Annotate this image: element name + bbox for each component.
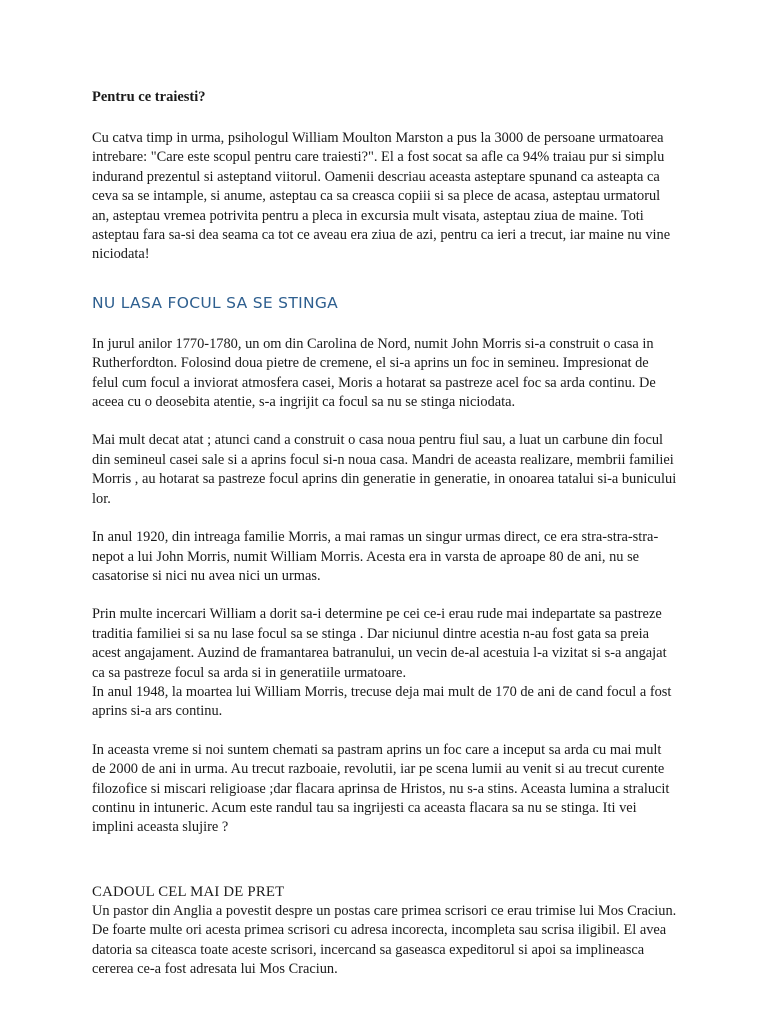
section2-paragraph-1: Un pastor din Anglia a povestit despre un postas care primea scrisori ce erau trimise lui Mos Craciun. De foarte multe ori acesta primea scrisori cu adresa incorecta, incompleta sau scrisa iligibil. El avea datoria sa citeasca toate aceste scrisori, incercand sa gaseasca expeditorul si apoi sa implineasca cererea ce-a fost adresata lui Mos Craciun.	[92, 902, 677, 977]
section1-paragraph-2: Mai mult decat atat ; atunci cand a construit o casa noua pentru fiul sau, a luat un carbune din focul din semineul casei sale si a aprins focul si-n noua casa. Mandri de aceasta realizare, membrii familiei Morris , au hotarat sa pastreze focul aprins din generatie in generatie, in onoarea tatalui si-a bunicului lor.	[92, 432, 677, 507]
document-title: Pentru ce traiesti?	[92, 89, 206, 105]
section1-paragraph-3: In anul 1920, din intreaga familie Morris, a mai ramas un singur urmas direct, ce era stra-stra-stra-nepot a lui John Morris, numit William Morris. Acesta era in varsta de aproape 80 de ani, nu se casatorise si nici nu avea nici un urmas.	[92, 529, 659, 584]
section1-paragraph-6: In aceasta vreme si noi suntem chemati sa pastram aprins un foc care a inceput sa arda cu mai mult de 2000 de ani in urma. Au trecut razboaie, revolutii, iar pe scena lumii au venit si au trecut curente filozofice si miscari religioase ;dar flacara aprinsa de Hristos, nu s-a stins. Aceasta lumina a stralucit continu in intuneric. Acum este randul tau sa ingrijesti ca aceasta flacara sa nu se stinga. Iti vei implini aceasta slujire ?	[92, 741, 670, 836]
intro-paragraph: Cu catva timp in urma, psihologul William Moulton Marston a pus la 3000 de persoane urmatoarea intrebare: "Care este scopul pentru care traiesti?". El a fost socat sa afle ca 94% traiau pur si simplu indurand prezentul si asteptand viitorul. Oamenii descriau aceasta asteptare spunand ca asteapta ca ceva sa se intample, si anume, asteptau ca sa creasca copiii si sa plece de acasa, asteptau urmatorul an, asteptau vremea potrivita pentru a pleca in excursia mult visata, asteptau ziua de maine. Toti asteptau fara sa-si dea seama ca tot ce aveau era ziua de azi, pentru ca ieri a trecut, iar maine nu vine niciodata!	[92, 130, 671, 263]
section1-paragraph-1: In jurul anilor 1770-1780, un om din Carolina de Nord, numit John Morris si-a construit o casa in Rutherfordton. Folosind doua pietre de cremene, el si-a aprins un foc in semineu. Impresionat de felul cum focul a inviorat atmosfera casei, Moris a hotarat sa pastreze acel foc sa arda continu. De aceea cu o deosebita atentie, s-a ingrijit ca focul sa nu se stinga niciodata.	[92, 335, 656, 411]
section-heading-fire: NU LASA FOCUL SA SE STINGA	[92, 293, 339, 312]
section1-paragraph-4: Prin multe incercari William a dorit sa-i determine pe cei ce-i erau rude mai indepartate sa pastreze traditia familiei si sa nu lase focul sa se stinga . Dar niciunul dintre acestia n-au fost gata sa preia acest angajament. Auzind de framantarea batranului, un vecin de-al acestuia l-a vizitat si s-a angajat ca sa pastreze focul sa arda si in generatiile urmatoare.	[92, 606, 667, 681]
section-heading-gift: CADOUL CEL MAI DE PRET	[92, 883, 285, 900]
section1-paragraph-5: In anul 1948, la moartea lui William Morris, trecuse deja mai mult de 170 de ani de cand focul a fost aprins si-a ars continu.	[92, 683, 672, 720]
